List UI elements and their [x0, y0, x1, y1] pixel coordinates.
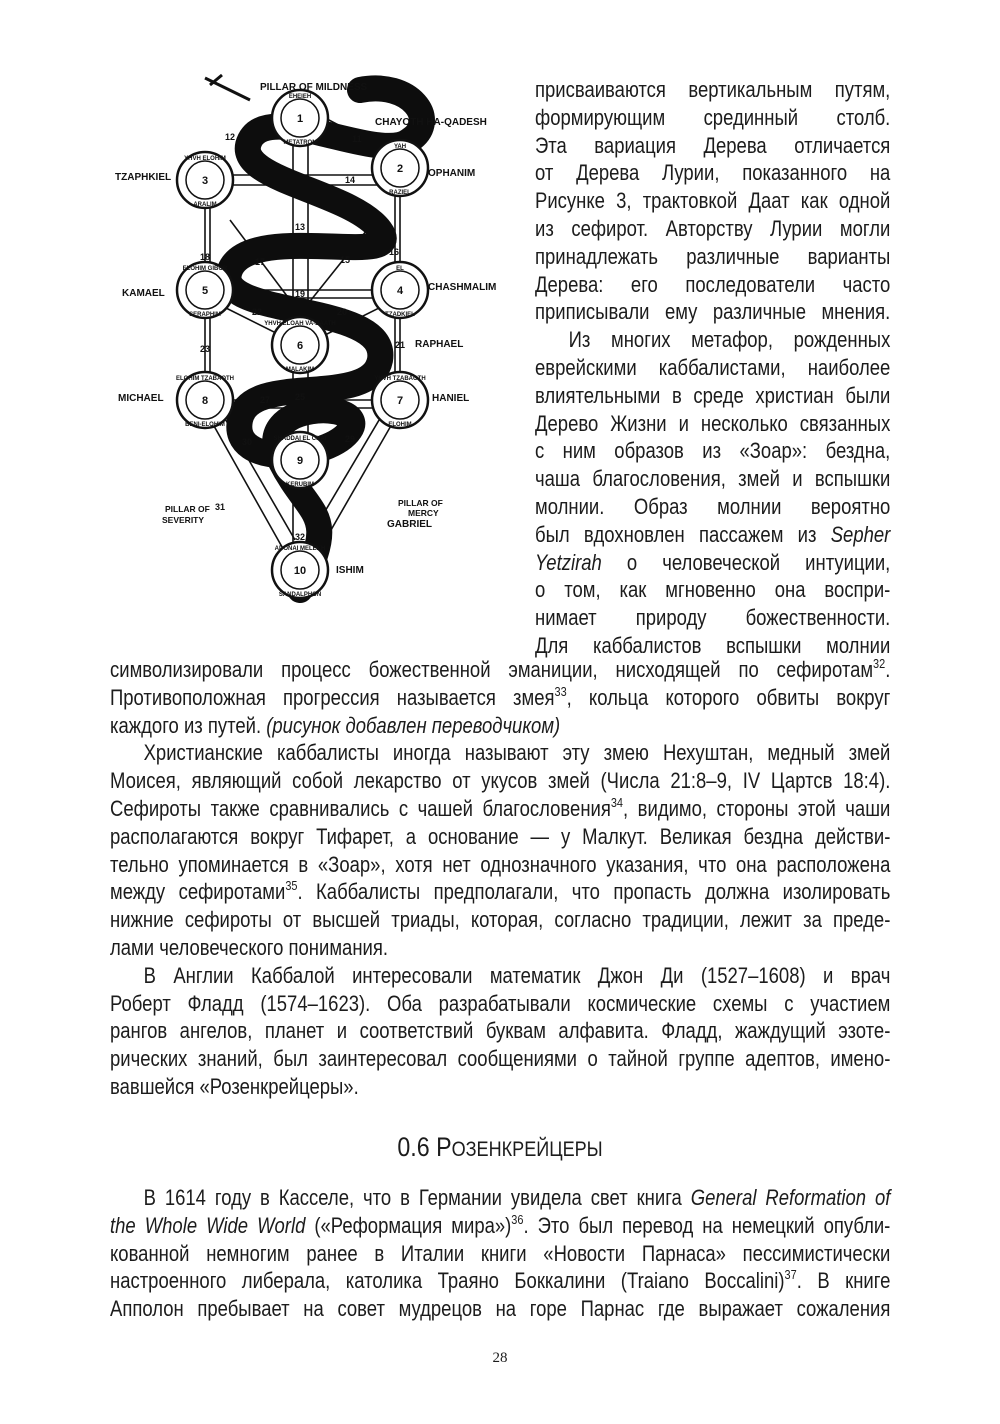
sephira-bottom: ARALIM [193, 202, 217, 208]
sephira-bottom: SERAPHIM [189, 312, 221, 318]
sephira-top: YHVH ELOAH VA-DAATH [264, 321, 336, 327]
text-line [110, 795, 890, 823]
section-heading [70, 1132, 930, 1163]
text-line [110, 962, 890, 990]
path-number: 11 [352, 134, 362, 144]
sephira-bottom: KERUBIM [286, 482, 314, 488]
text-run: молнии. Образ молнии вероятно [535, 493, 891, 519]
sephira-1 [272, 90, 328, 146]
text-run: (рисунок добавлен переводчиком) [266, 712, 561, 738]
text-line [535, 104, 890, 132]
label-ophanim: OPHANIM [428, 168, 476, 179]
text-run: настроенного либерала, католика Траяно Боккалини (Traiano Boccalini) [110, 1268, 785, 1294]
text-line [535, 187, 890, 215]
text-run: рангов ангелов, планет и соответствий буквам алфавита. Фладд, жаждущий эзоте- [110, 1018, 891, 1044]
right-column-text [535, 76, 890, 660]
text-run: General Reformation of [690, 1185, 891, 1210]
section-title-initial: Р [436, 1132, 452, 1162]
sephira-num: 8 [201, 395, 209, 407]
page-number: 28 [492, 1350, 508, 1366]
text-line [110, 1267, 890, 1295]
text-line [535, 410, 890, 438]
path-number: 17 [254, 257, 266, 267]
path-number: 13 [294, 222, 306, 232]
path-number: 29 [344, 434, 356, 444]
text-run: кованной немногим ранее в Италии книги «Новости Парнаса» пессимистически [110, 1240, 891, 1266]
text-run: еврейскими каббалистами, наиболее [535, 354, 891, 380]
sephira-10 [272, 542, 328, 598]
text-line [535, 243, 890, 271]
path-number: 23 [199, 344, 211, 354]
sephira-top: YHVH ELOHIM [184, 156, 226, 162]
sephira-top: EL [396, 266, 404, 272]
label-michael: MICHAEL [118, 393, 164, 404]
sephira-top: SHADDAI EL CHAI [273, 436, 327, 442]
text-line [535, 132, 890, 160]
footnote-ref: 33 [554, 683, 567, 699]
footnote-ref: 35 [285, 878, 298, 894]
text-run: Рисунке 3, трактовкой Даат как одной [535, 188, 891, 214]
text-run: принадлежать различные варианты [535, 243, 891, 269]
label-haniel: HANIEL [432, 393, 470, 404]
text-run: о том, как мгновенно она воспри- [535, 577, 891, 603]
text-run: был вдохновлен пассажем из [535, 521, 831, 547]
text-run: («Реформация мира») [305, 1212, 512, 1238]
text-run: нижние сефироты от высшей триады, которая, согласно традиции, лежит за преде- [110, 907, 891, 933]
text-run: Для каббалистов вспышки молнии [535, 632, 891, 658]
label-pillar-severity-1: PILLAR OF [165, 504, 210, 514]
text-run: , видимо, стороны этой чаши [623, 795, 891, 821]
sephira-bottom: METATRON [283, 140, 317, 146]
text-line [110, 1295, 890, 1323]
text-run: символизировали процесс божественной эманиции, нисходящей по сефиротам [110, 657, 874, 682]
text-run: от Дерева Лурии, показанного на [535, 160, 891, 186]
path-number: 20 [336, 307, 348, 317]
label-pillar-severity-2: SEVERITY [162, 515, 205, 525]
text-line [535, 576, 890, 604]
text-run: тельно упоминается в «Зоар», хотя нет однозначного указания, что она расположена [110, 851, 891, 877]
body-text-1 [110, 656, 890, 1101]
sephira-bottom: ELOHIM [388, 422, 412, 428]
sephira-num: 2 [396, 163, 404, 175]
path-number: 14 [344, 175, 356, 185]
path-number: 25 [294, 392, 306, 402]
text-run: Yetzirah [535, 549, 602, 575]
text-line [110, 906, 890, 934]
section-title-rest: ОЗЕНКРЕЙЦЕРЫ [451, 1138, 603, 1161]
text-line [110, 1073, 890, 1101]
sephira-num: 4 [396, 285, 404, 297]
text-run: влиятельными в среде христиан были [535, 382, 891, 408]
text-line [535, 271, 890, 299]
tree-of-life-figure [110, 70, 520, 630]
text-run: лами человеческого понимания. [110, 934, 388, 960]
text-line [110, 739, 890, 767]
footnote-ref: 34 [610, 794, 624, 810]
sephira-7 [372, 372, 428, 428]
sephira-bottom: MALAKIM [285, 367, 315, 373]
text-line [535, 215, 890, 243]
sephira-top: YAH [393, 144, 407, 150]
text-run: Сефироты также сравнивались с чашей благословения [110, 795, 611, 821]
label-ishim: ISHIM [336, 565, 364, 576]
path-number: 12 [224, 132, 236, 142]
label-chashmalim: CHASHMALIM [428, 282, 497, 293]
sephira-num: 7 [396, 395, 404, 407]
text-run: нимает природу божественности. [535, 605, 891, 631]
text-run: присваиваются вертикальным путям, [535, 77, 891, 102]
sephira-top: ELOHIM GIBOR [182, 266, 228, 272]
text-run: . Это был перевод на немецкий опубли- [523, 1212, 891, 1238]
path-number: 27 [259, 395, 271, 405]
path-number: 32 [294, 532, 306, 542]
text-run: Роберт Фладд (1574–1623). Оба разрабатывали космические схемы с участием [110, 990, 891, 1016]
text-run: приписывали ему различные мнения. [535, 299, 891, 325]
text-run: располагаются вокруг Тифарет, а основание — у Малкут. Великая бездна действи- [110, 823, 891, 849]
text-run: Дерево Жизни и несколько связанных [535, 410, 891, 436]
text-line [535, 298, 890, 326]
label-pillar-mildness: PILLAR OF MILDNESS [260, 82, 368, 93]
path-number: 16 [388, 247, 400, 257]
text-line [535, 382, 890, 410]
text-run: каждого из путей. [110, 712, 267, 738]
text-line [110, 1017, 890, 1045]
sephira-num: 10 [293, 565, 307, 577]
label-chayoth: CHAYOTH HA-QADESH [375, 117, 487, 128]
text-run: Апполон пребывает на совет мудрецов на горе Парнас где выражает сожаления [110, 1296, 891, 1322]
text-line [535, 493, 890, 521]
text-line [110, 878, 890, 906]
text-line [535, 159, 890, 187]
sephira-5 [177, 262, 233, 318]
label-pillar-mercy-1: PILLAR OF [398, 498, 443, 508]
text-run: Эта вариация Дерева отличается [535, 132, 891, 158]
text-run: вавшейся «Розенкрейцеры». [110, 1073, 359, 1099]
sephira-6 [264, 317, 335, 373]
text-run: , кольца которого обвиты вокруг [566, 684, 891, 710]
sephira-num: 6 [296, 340, 304, 352]
sephira-3 [177, 152, 233, 208]
footnote-ref: 37 [784, 1267, 797, 1283]
text-line [110, 684, 890, 712]
text-line [110, 934, 890, 962]
sephira-4 [372, 262, 428, 318]
text-line [110, 1184, 890, 1212]
text-line [110, 823, 890, 851]
text-line [535, 465, 890, 493]
text-run: о человеческой интуиции, [601, 549, 891, 575]
sephira-bottom: BENI-ELOHIM [185, 422, 225, 428]
label-pillar-mercy-2: MERCY [408, 508, 439, 518]
text-run: Противоположная прогрессия называется змея [110, 684, 555, 710]
sephira-bottom: RAZIEL [389, 190, 411, 196]
path-number: 21 [394, 340, 406, 350]
text-run: В 1614 году в Касселе, что в Германии увидела свет книга [143, 1185, 691, 1210]
text-run: Моисея, являющий собой лекарство от укусов змей (Числа 21:8–9, IV Цартсв 18:4). [110, 768, 891, 794]
text-line [110, 712, 890, 740]
footnote-ref: 32 [873, 656, 886, 671]
label-kamael: KAMAEL [122, 288, 165, 299]
text-run: рических знаний, был заинтересовал сообщениями о тайной группе адептов, имено- [110, 1046, 891, 1072]
text-line [110, 990, 890, 1018]
path-number: 30 [241, 437, 253, 447]
path-number: 19 [294, 289, 306, 299]
path-number: 18 [199, 252, 211, 262]
text-line [535, 521, 890, 549]
text-run: . В книге [796, 1268, 891, 1294]
footnote-ref: 36 [511, 1211, 524, 1227]
text-run: Sepher [830, 521, 891, 547]
text-run: из сефирот. Авторству Лурии могли [535, 215, 891, 241]
sephira-num: 3 [201, 175, 209, 187]
path-number: 31 [214, 502, 226, 512]
text-line [110, 1045, 890, 1073]
text-run: формирующим срединный столб. [535, 104, 891, 130]
path-number: 22 [251, 307, 263, 317]
sephira-bottom: SANDALPHON [278, 592, 322, 598]
sephira-top: ELOHIM TZABAOTH [176, 376, 234, 382]
text-line [110, 767, 890, 795]
text-line [110, 1240, 890, 1268]
sephira-num: 1 [296, 113, 304, 125]
text-run: чаша благословения, змей и вспышки [535, 466, 891, 492]
body-text-2 [110, 1184, 890, 1323]
text-run: . [885, 657, 891, 682]
text-run: Из многих метафор, рожденных [568, 327, 891, 353]
sephira-num: 5 [201, 285, 209, 297]
sephira-bottom: TZADKIEL [385, 312, 415, 318]
sephira-8 [176, 372, 234, 428]
text-line [535, 326, 890, 354]
text-line [535, 76, 890, 104]
text-line [535, 354, 890, 382]
text-run: между сефиротами [110, 879, 286, 905]
sephira-top: EHEIEH [288, 94, 312, 100]
text-line [535, 604, 890, 632]
sword-icon [205, 75, 250, 100]
path-number: 15 [339, 255, 351, 265]
text-line [110, 656, 890, 684]
sephira-top: ADONAI MELEKH [274, 546, 326, 552]
text-line [110, 851, 890, 879]
sephira-num: 9 [296, 455, 304, 467]
text-line [535, 549, 890, 577]
text-line [535, 437, 890, 465]
text-run: Дерева: его последователи часто [535, 271, 891, 297]
text-run: В Англии Каббалой интересовали математик Джон Ди (1527–1608) и врач [143, 962, 891, 988]
text-run: . Каббалисты предполагали, что пропасть должна изолировать [297, 879, 891, 905]
sephira-2 [372, 140, 428, 196]
label-tzaphkiel: TZAPHKIEL [115, 172, 172, 183]
text-run: с ним образов из «Зоар»: бездна, [535, 438, 891, 464]
sephira-top: YHVH TZABAOTH [374, 376, 426, 382]
text-run: the Whole Wide World [110, 1212, 306, 1238]
text-line [110, 1212, 890, 1240]
label-raphael: RAPHAEL [415, 339, 464, 350]
label-gabriel: GABRIEL [387, 519, 432, 530]
text-run: Христианские каббалисты иногда называют эту змею Нехуштан, медный змей [143, 740, 891, 766]
section-number: 0.6 [397, 1132, 430, 1162]
sephira-9 [272, 432, 328, 488]
